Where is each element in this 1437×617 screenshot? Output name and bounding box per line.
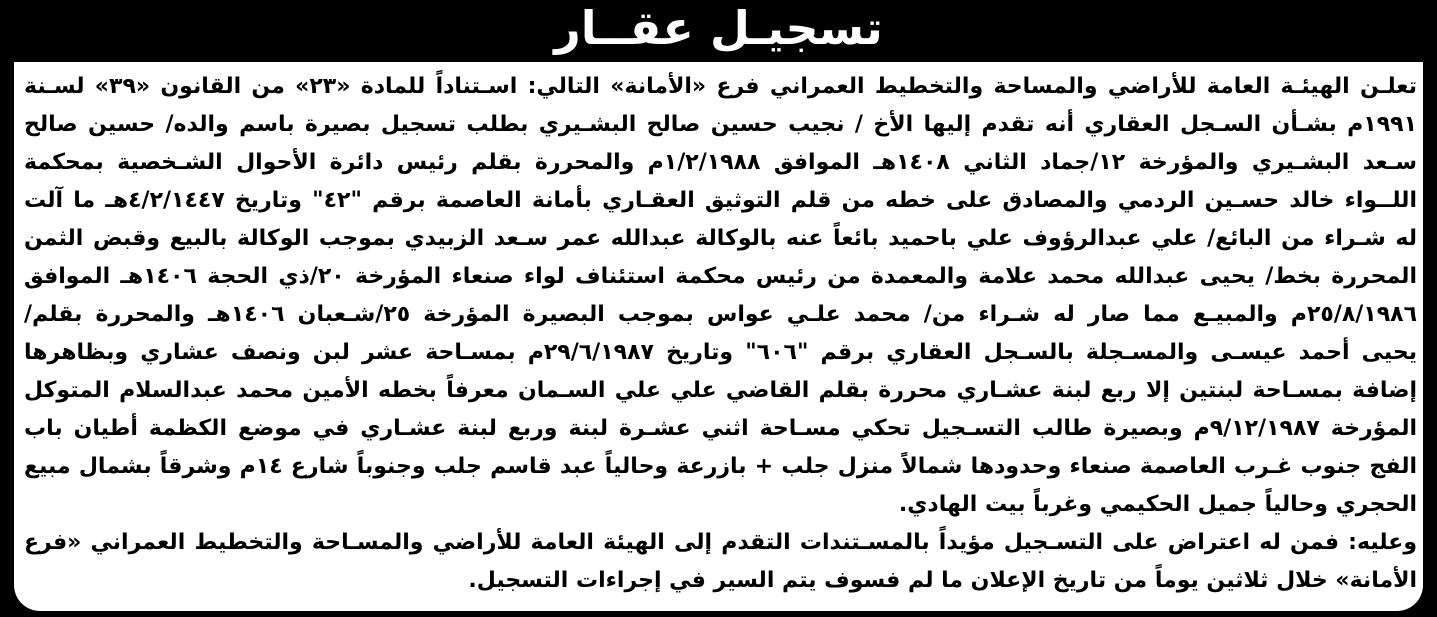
announcement-line: يحيى أحمد عيسـى والمسـجلة بالسـجل العقاري برقم "٦٠٦" وتاريخ ٢٩/٦/١٩٨٧م بمسـاحة عشر لبن ونصف عشاري وبظاهرها: [24, 340, 1417, 365]
announcement-line: الأمانة» خلال ثلاثين يوماً من تاريخ الإعلان ما لم فسوف يتم السير في إجراءات التسجيل.: [468, 568, 1417, 593]
announcement-line: له شـراء من البائع/ علي عبدالرؤوف علي باحميد بائعاً عنه بالوكالة عبدالله عمر سـعد الزبيدي بموجب الوكالة بالبيع وقبض الثمن: [24, 226, 1417, 251]
announcement-line: ١٩٩١م بشـأن السـجل العقاري أنه تقدم إليها الأخ / نجيب حسين صالح البشـيري بطلب تسجيل بصيرة باسم والده/ حسين صالح: [24, 112, 1417, 137]
announcement-line: المؤرخة ٩/١٢/١٩٨٧م وبصيرة طالب التسـجيل تحكي مسـاحة اثني عشـرة لبنة وربع لبنة عشـاري في موضع الكظمة أطيان باب: [24, 416, 1417, 441]
announcement-body: [14, 62, 1423, 611]
header-bar: [0, 0, 1437, 62]
announcement-line: تعلـن الهيئـة العامة للأراضي والمساحة والتخطيط العمراني فرع «الأمانة» التالي: اسـتناداً للمادة «٢٣» من القانون «٣٩» لسـنة: [24, 74, 1417, 99]
announcement-line: الحجري وحالياً جميل الحكيمي وغرباً بيت الهادي.: [898, 492, 1417, 517]
announcement-line: المحررة بخط/ يحيى عبدالله محمد علامة والمعمدة من رئيس محكمة استئناف لواء صنعاء المؤرخة ٢٠/ذي الحجة ١٤٠٦هـ الموافق: [24, 264, 1417, 289]
page-title: تسجيـل عقــار: [554, 1, 883, 55]
announcement-line: وعليه: فمن له اعتراض على التسـجيل مؤيداً بالمسـتندات التقدم إلى الهيئة العامة للأراضي والمسـاحة والتخطيط العمراني «فرع: [24, 530, 1417, 555]
announcement-line: الفج جنوب غـرب العاصمة صنعاء وحدودها شمالاً منزل جلب + بازرعة وحالياً عبد قاسم جلب وجنوباً شارع ١٤م وشرقاً بشمال مبيع: [24, 454, 1417, 479]
announcement-line: ٢٥/٨/١٩٨٦م والمبيـع مما صار له شـراء من/ محمد علـي عواس بموجب البصيرة المؤرخة ٢٥/شـعبان ١٤٠٦هـ والمحررة بقلم/: [24, 302, 1417, 327]
announcement-line: اللــواء خالد حسـين الردمي والمصادق على خطه من قلم التوثيق العقـاري بأمانة العاصمة برقم "٤٢" وتاريخ ٤/٢/١٤٤٧هـ ما آلت: [24, 188, 1417, 213]
announcement-line: إضافة بمسـاحة لبنتين إلا ربع لبنة عشـاري محررة بقلم القاضي علي علي السـمان معرفاً بخطه الأمين محمد عبدالسلام المتوكل: [24, 378, 1417, 403]
announcement-line: سـعد البشـيري والمؤرخة ١٢/جماد الثاني ١٤٠٨هـ الموافق ١/٢/١٩٨٨م والمحررة بقلم رئيس دائرة الأحوال الشـخصية بمحكمة: [24, 150, 1417, 175]
